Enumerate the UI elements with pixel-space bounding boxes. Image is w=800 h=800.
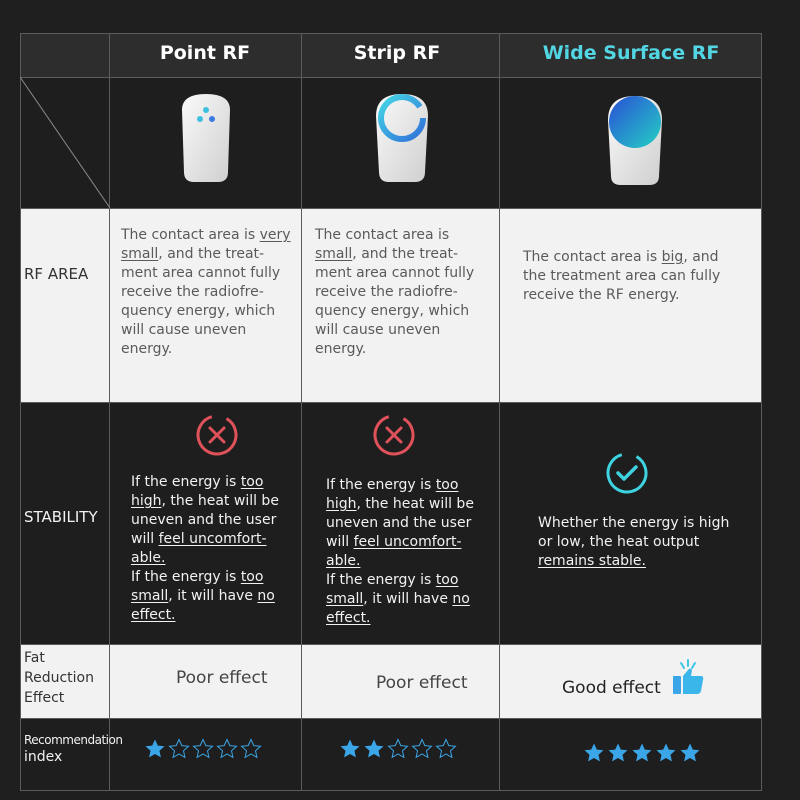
stability-point-text: If the energy is too high, the heat will be uneven and the user will feel uncomfort- able. If the energy is too small, it will have no effect. <box>131 474 279 623</box>
grid-line <box>20 790 762 791</box>
recommend-label-line2: index <box>24 749 63 765</box>
cross-circle-icon <box>193 411 241 459</box>
grid-line <box>499 33 500 790</box>
fat-point-value: Poor effect <box>176 668 268 688</box>
stability-strip-text: If the energy is too high, the heat will be uneven and the user will feel uncomfort- able. If the energy is too small, it will have no effect. <box>326 477 474 626</box>
rf-area-wide-text: The contact area is big, and the treatment area can fully receive the RF energy. <box>523 249 721 303</box>
star-empty-icon <box>435 738 457 760</box>
grid-line <box>20 77 762 78</box>
recommend-label-line1: Recommendation <box>24 733 123 747</box>
star-empty-icon <box>192 738 214 760</box>
strip-rf-device-icon <box>370 90 434 185</box>
star-empty-icon <box>240 738 262 760</box>
grid-line <box>301 33 302 790</box>
col-title-wide: Wide Surface RF <box>542 42 720 64</box>
grid-line <box>20 402 762 403</box>
stability-wide-text: Whether the energy is high or low, the heat output remains stable. <box>538 515 730 569</box>
star-empty-icon <box>411 738 433 760</box>
star-filled-icon <box>339 738 361 760</box>
col-title-point: Point RF <box>159 42 251 64</box>
rf-area-strip-text: The contact area is small, and the treat- ment area cannot fully receive the radiofre- quency energy, which will cause uneven energy. <box>315 227 475 357</box>
star-filled-icon <box>583 742 605 764</box>
fat-label-line: Effect <box>24 690 65 706</box>
corner-diagonal <box>20 77 110 208</box>
star-filled-icon <box>679 742 701 764</box>
grid-line <box>20 718 762 719</box>
fat-wide-value: Good effect <box>562 678 661 698</box>
row-label-recommend <box>24 733 122 765</box>
star-empty-icon <box>168 738 190 760</box>
stars-wide <box>583 742 701 764</box>
cross-circle-icon <box>370 411 418 459</box>
col-title-strip: Strip RF <box>353 42 441 64</box>
fat-label-line: Reduction <box>24 670 94 686</box>
grid-line <box>761 33 762 790</box>
check-circle-icon <box>603 449 651 497</box>
grid-line <box>20 208 762 209</box>
star-filled-icon <box>144 738 166 760</box>
grid-line <box>20 33 762 34</box>
thumbs-up-icon <box>670 658 708 698</box>
star-filled-icon <box>607 742 629 764</box>
star-filled-icon <box>363 738 385 760</box>
rf-area-point-text: The contact area is very small, and the treat- ment area cannot fully receive the radiofre- quency energy, which will cause uneven energy. <box>121 227 291 357</box>
star-filled-icon <box>655 742 677 764</box>
wide-surface-rf-device-icon <box>602 92 668 187</box>
point-rf-device-icon <box>176 90 236 185</box>
fat-label-line: Fat <box>24 650 45 666</box>
stars-strip <box>339 738 457 760</box>
star-empty-icon <box>387 738 409 760</box>
row-label-rf-area: RF AREA <box>24 265 89 283</box>
row-label-stability: STABILITY <box>24 508 98 526</box>
star-empty-icon <box>216 738 238 760</box>
fat-strip-value: Poor effect <box>376 673 468 693</box>
row-label-fat <box>24 648 94 708</box>
grid-line <box>20 644 762 645</box>
stars-point <box>144 738 262 760</box>
star-filled-icon <box>631 742 653 764</box>
